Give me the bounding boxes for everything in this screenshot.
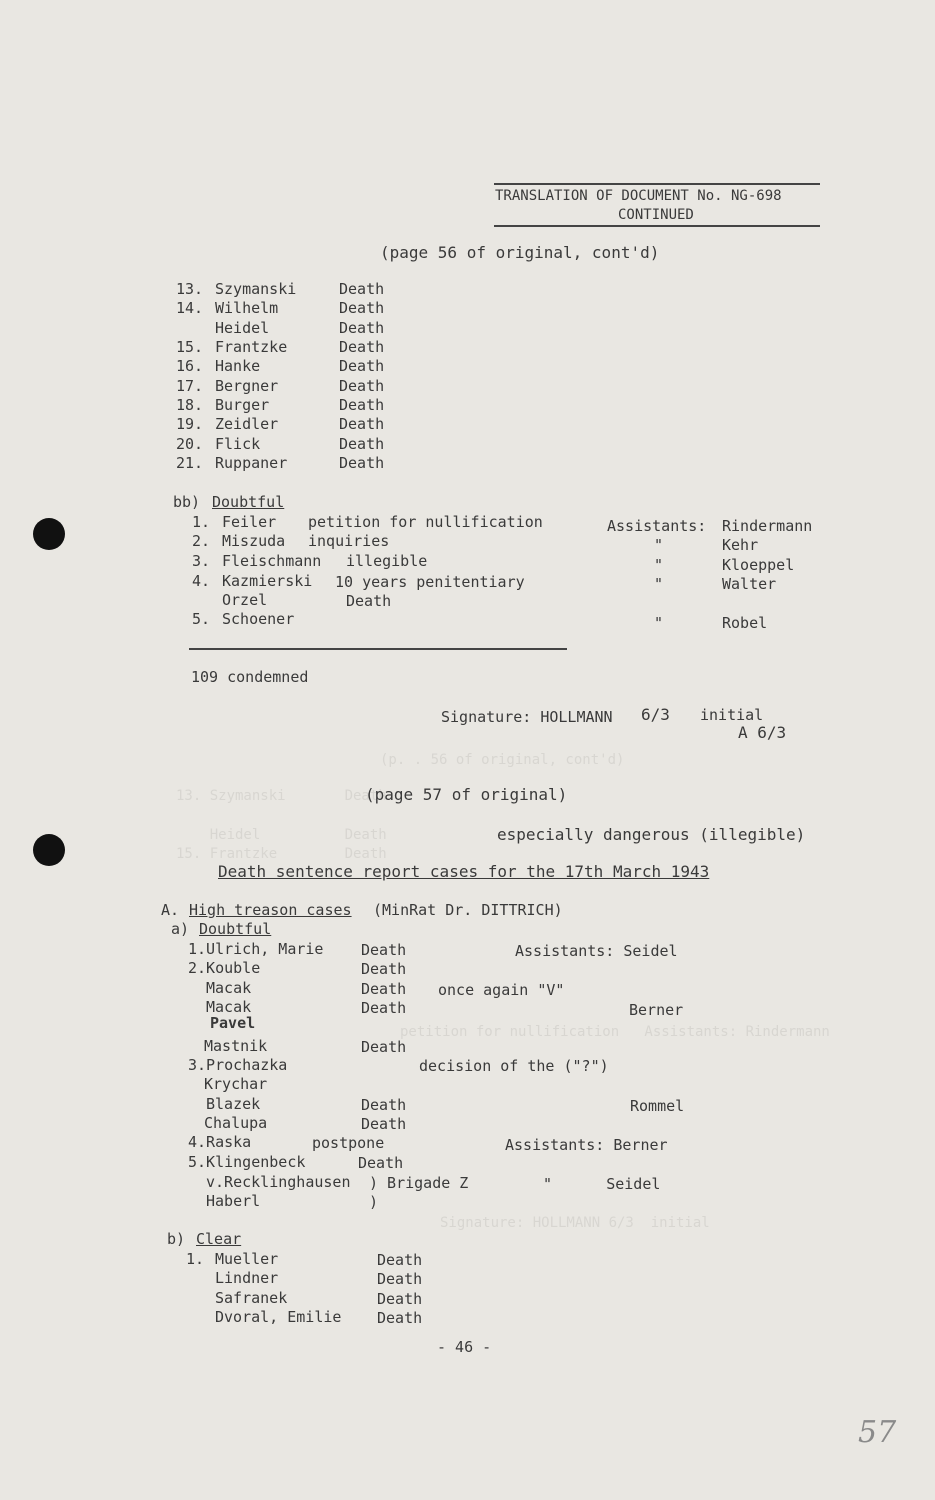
page56-note: (page 56 of original, cont'd) (380, 243, 660, 262)
section-a-sub-title: Doubtful (199, 920, 272, 938)
signature-date: 6/3 (641, 705, 670, 724)
punch-hole-top (33, 518, 65, 550)
bb-heading: Doubtful (212, 493, 285, 511)
report-title: Death sentence report cases for the 17th March 1943 (218, 862, 710, 881)
header-continued: CONTINUED (618, 207, 694, 223)
section-a-suffix: (MinRat Dr. DITTRICH) (373, 901, 563, 919)
bleed-through-text: Heidel Death (176, 827, 387, 843)
page-number: - 46 - (437, 1338, 492, 1356)
bleed-through-text: 15. Frantzke Death (176, 846, 387, 862)
header-bottom-rule (494, 225, 820, 227)
bleed-through-text: petition for nullification Assistants: Rindermann (400, 1024, 830, 1040)
signature-initial-date: A 6/3 (738, 723, 787, 742)
section-a-sub-prefix: a) (171, 920, 190, 938)
bleed-through-text: 13. Szymanski Death (176, 788, 387, 804)
section-a-prefix: A. (161, 901, 180, 919)
section-a-title: High treason cases (189, 901, 352, 919)
document-page: TRANSLATION OF DOCUMENT No. NG-698 CONTINUED (page 56 of original, cont'd) 13. Szymanski Death 14. Wilhelm Death Heidel Death 15. Frantzke Death 16. Hanke Death 17. Bergner Death 18. Burger Death 19. Zeidler Death 20. Flick Death 21. Ruppaner Death bb) Doubtful 1. Feiler petition for nullification Assistants: Rindermann 2. Miszuda inquiries " Kehr 3. Fleischmann illegible " Kloeppel 4. Kazmierski 10 years penitentiary " Walter Orzel Death 5. Schoener " Robel 109 condemned Signature: HOLLMANN 6/3 initial A 6/3 (p. . 56 of original, cont'd) 13. Szymanski Death Heidel Death 15. Frantzke Death petition for nullification Assistants: Rindermann Signature: HOLLMANN 6/3 initial (page 57 of original) especially dangerous (illegible) Death sentence report cases for the 17th March 1943 A. High treason cases (MinRat Dr. DITTRICH) a) Doubtful 1.Ulrich, Marie Death Assistants: Seidel 2.Kouble Death Macak Death once again "V" Macak Death Berner Pavel Mastnik Death 3.Prochazka decision of the ("?") Krychar Blazek Death Rommel Chalupa Death 4.Raska postpone Assistants: Berner 5.Klingenbeck Death v.Recklinghausen ) Brigade Z " Seidel Haberl ) b) Clear 1. Mueller Death Lindner Death Safranek Death Dvoral, Emilie Death - 46 - 57 (0, 0, 935, 1500)
page57-note: (page 57 of original) (365, 785, 568, 804)
bleed-through-text: Signature: HOLLMANN 6/3 initial (440, 1215, 710, 1231)
signature-label: Signature: HOLLMANN (441, 708, 613, 726)
section-b-prefix: b) (167, 1230, 186, 1248)
signature-initial: initial (700, 706, 764, 724)
bleed-through-text: (p. . 56 of original, cont'd) (380, 752, 625, 768)
header-top-rule (494, 183, 820, 185)
condemned-count: 109 condemned (191, 668, 309, 686)
punch-hole-bottom (33, 834, 65, 866)
bb-prefix: bb) (173, 493, 201, 511)
header-title: TRANSLATION OF DOCUMENT No. NG-698 (495, 188, 782, 204)
section-b-title: Clear (196, 1230, 242, 1248)
handwritten-page-number: 57 (858, 1415, 897, 1450)
condemned-divider (189, 648, 567, 650)
dangerous-note: especially dangerous (illegible) (497, 825, 806, 844)
